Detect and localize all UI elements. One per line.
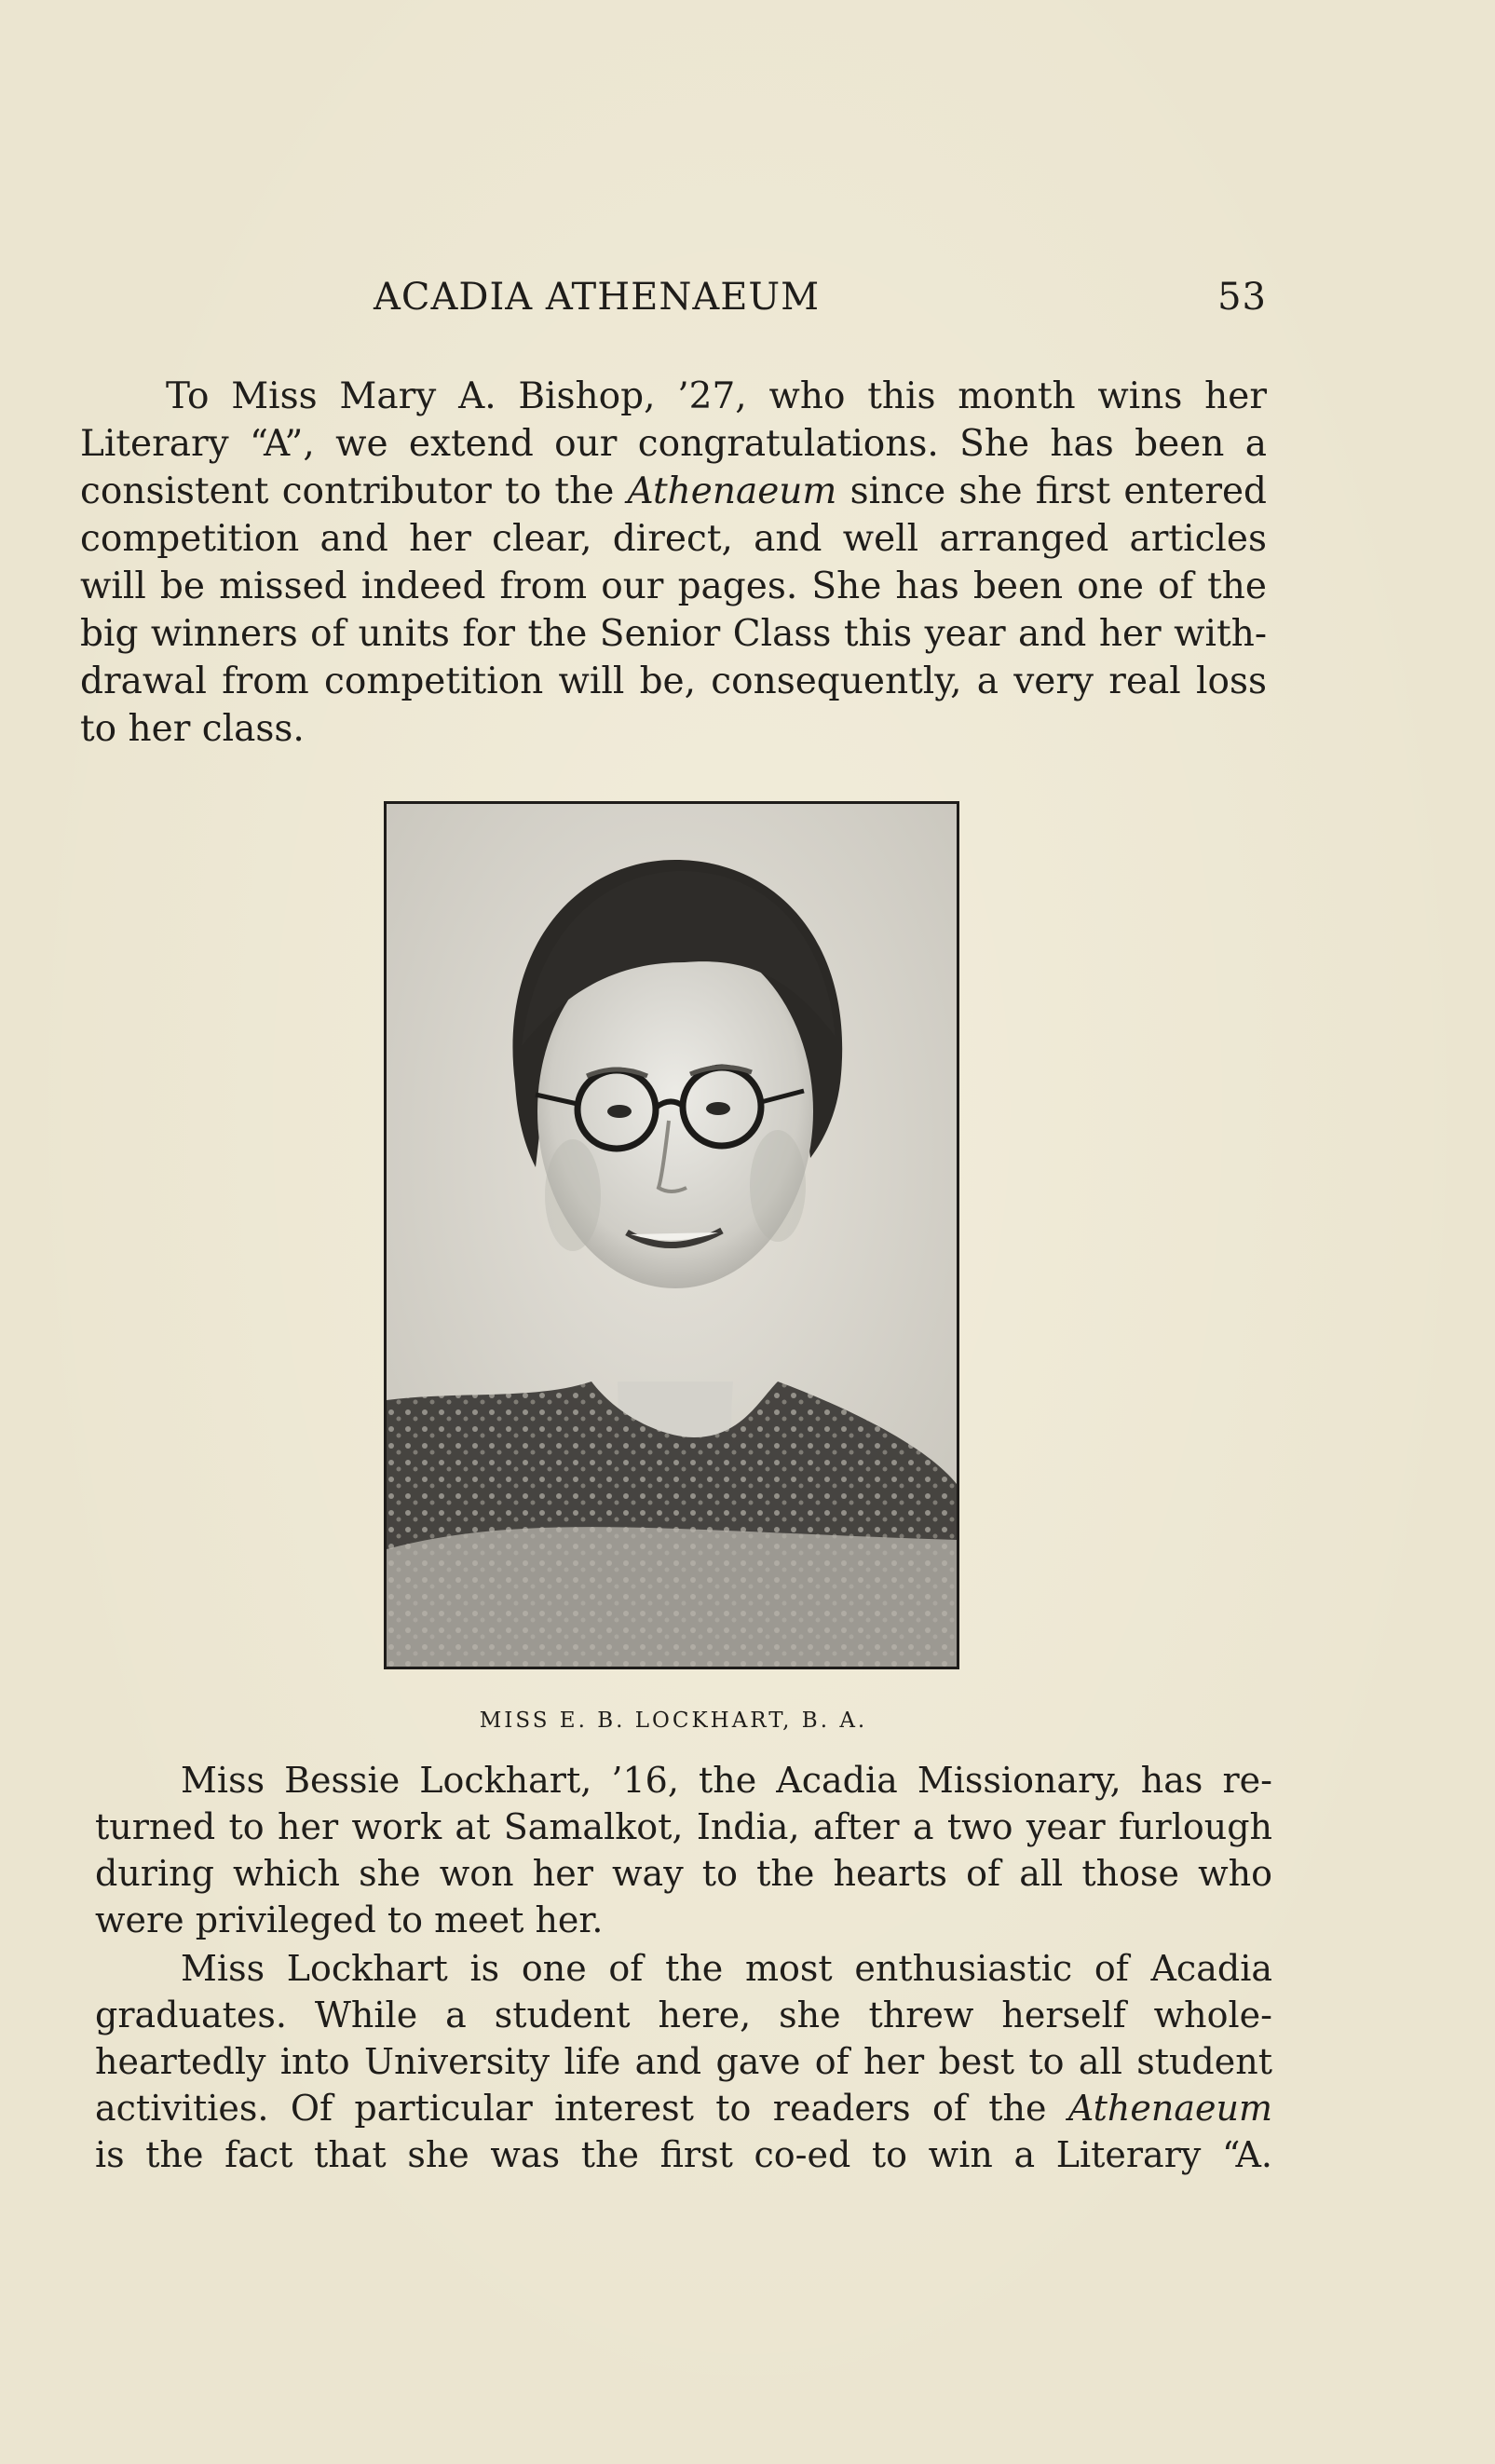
running-header	[80, 276, 1267, 328]
paragraph-bishop	[80, 373, 1267, 753]
journal-title: ACADIA ATHENAEUM	[374, 276, 821, 319]
text-segment: consistent contributor to the	[80, 470, 628, 512]
text-line: Literary “A”, we extend our congratulations. She has been a	[80, 423, 1267, 465]
paragraph-lockhart-student	[95, 1945, 1272, 2178]
text-line: drawal from competition will be, consequently, a very real loss	[80, 660, 1267, 702]
text-line: Miss Lockhart is one of the most enthusiastic of Acadia	[181, 1948, 1272, 1989]
text-line: were privileged to meet her.	[95, 1899, 604, 1940]
portrait-illustration	[387, 804, 957, 1667]
italic-journal-name: Athenaeum	[627, 470, 837, 512]
text-segment: since she first entered	[836, 470, 1268, 512]
portrait-photo	[384, 801, 959, 1669]
text-line	[80, 468, 1267, 515]
text-line: will be missed indeed from our pages. She has been one of the	[80, 565, 1267, 607]
text-line: turned to her work at Samalkot, India, after a two year furlough	[95, 1806, 1272, 1847]
photo-caption: MISS E. B. LOCKHART, B. A.	[479, 1708, 868, 1733]
text-line: To Miss Mary A. Bishop, ’27, who this month wins her	[166, 375, 1267, 417]
text-line: is the fact that she was the first co-ed to win a Literary “A.	[95, 2134, 1272, 2175]
text-line: during which she won her way to the hearts of all those who	[95, 1853, 1272, 1894]
paragraph-lockhart-return	[95, 1757, 1272, 1943]
text-line: Miss Bessie Lockhart, ’16, the Acadia Missionary, has re-	[181, 1760, 1272, 1801]
text-line: competition and her clear, direct, and well arranged articles	[80, 518, 1267, 560]
text-line: graduates. While a student here, she threw herself whole-	[95, 1994, 1272, 2035]
text-segment: activities. Of particular interest to readers of the	[95, 2088, 1068, 2129]
text-line: to her class.	[80, 708, 305, 750]
text-line: big winners of units for the Senior Class this year and her with-	[80, 613, 1267, 655]
text-line: heartedly into University life and gave of her best to all student	[95, 2041, 1272, 2082]
page-number: 53	[1217, 276, 1267, 319]
italic-journal-name: Athenaeum	[1067, 2088, 1272, 2129]
text-line	[95, 2085, 1272, 2131]
